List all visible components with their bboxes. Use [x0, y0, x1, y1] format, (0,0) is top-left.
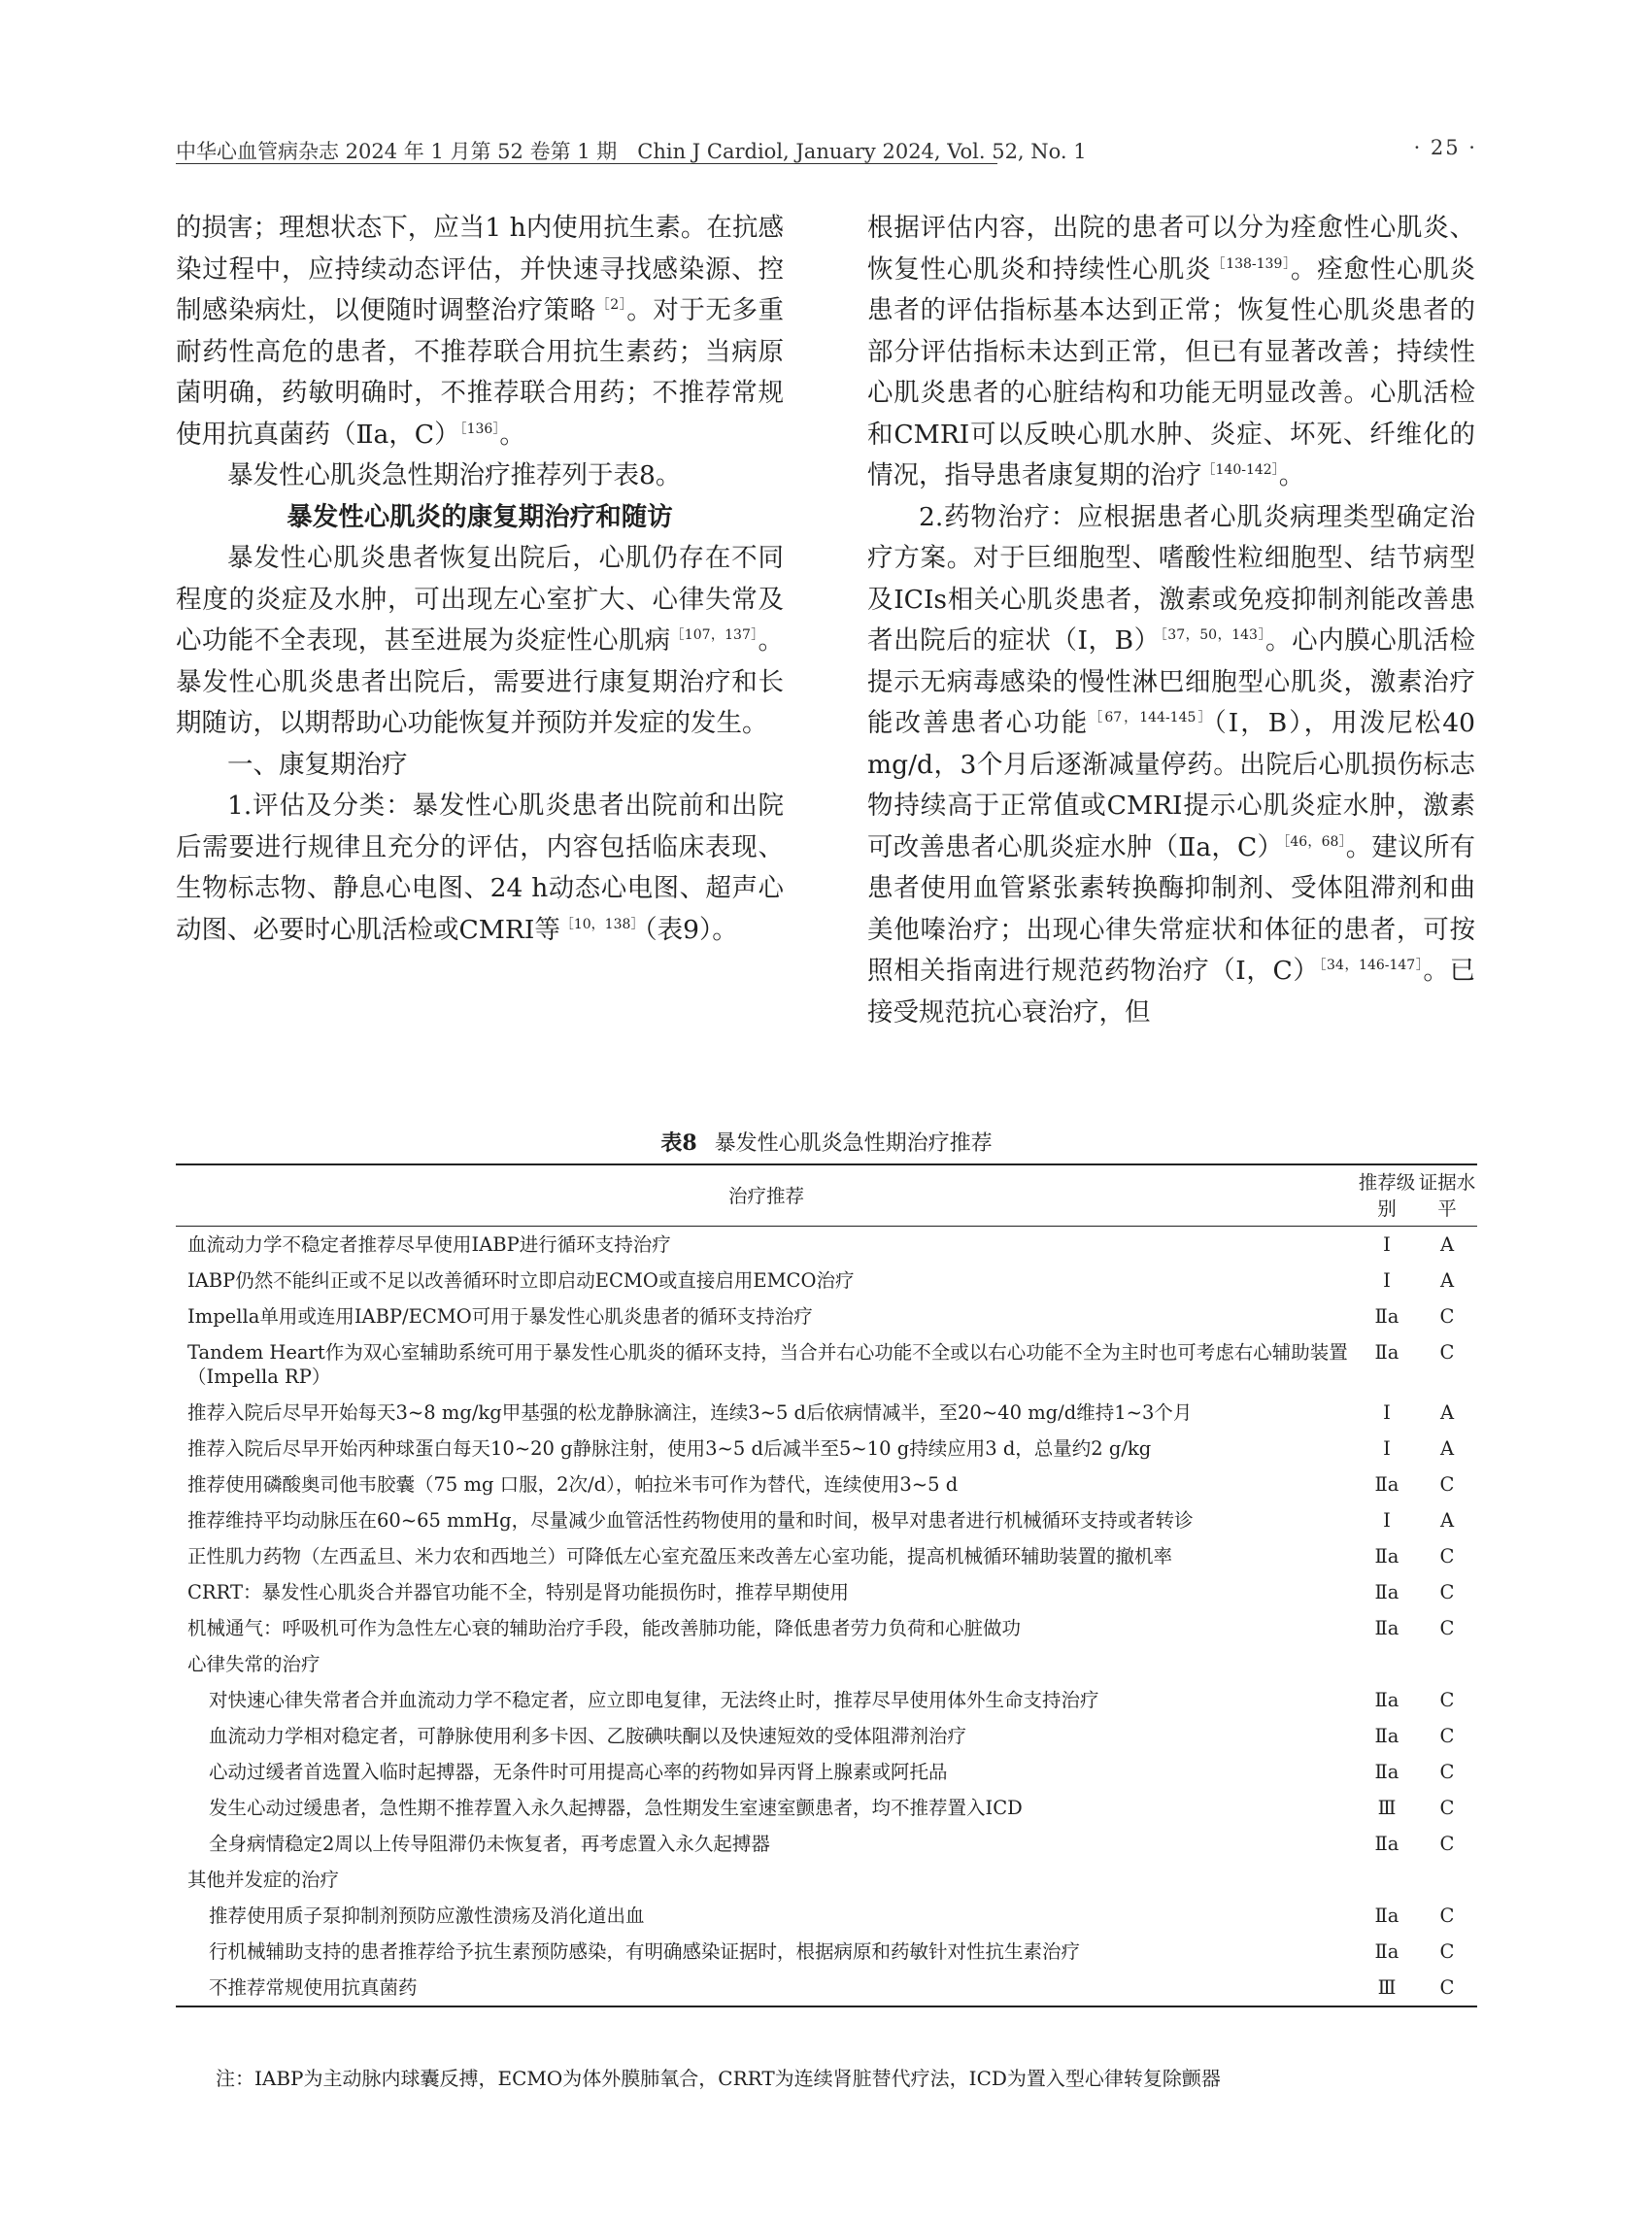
- cell-grade: Ⅱa: [1374, 1833, 1399, 1855]
- cell-level: A: [1439, 1269, 1455, 1292]
- cell-level: C: [1439, 1976, 1455, 1999]
- cell-recommendation: 正性肌力药物（左西孟旦、米力农和西地兰）可降低左心室充盈压来改善左心室功能，提高机械循环辅助装置的撤机率: [187, 1545, 1173, 1568]
- journal-info: 中华心血管病杂志 2024 年 1 月第 52 卷第 1 期 Chin J Cardiol, January 2024, Vol. 52, No. 1: [176, 140, 1087, 163]
- cell-level: C: [1439, 1797, 1455, 1819]
- citation: ［138-139］: [1211, 255, 1291, 272]
- cell-level: C: [1439, 1305, 1455, 1328]
- paragraph-classification: 根据评估内容，出院的患者可以分为痊愈性心肌炎、恢复性心肌炎和持续性心肌炎$^{[138-139]}$。痊愈性心肌炎患者的评估指标基本达到正常；恢复性心肌炎患者的部分评估指标未达到正常，但已有显著改善；持续性心肌炎患者的心脏结构和功能无明显改善。心肌活检和CMRI可以反映心肌水肿、炎症、坏死、纤维化的情况，指导患者康复期的治疗$^{[140-142]}$。: [867, 213, 1475, 490]
- table-row: [176, 1682, 1477, 1718]
- paragraph-recovery-intro: 暴发性心肌炎患者恢复出院后，心肌仍存在不同程度的炎症及水肿，可出现左心室扩大、心律失常及心功能不全表现，甚至进展为炎症性心肌病$^{[107,137]}$。暴发性心肌炎患者出院后，需要进行康复期治疗和长期随访，以期帮助心功能恢复并预防并发症的发生。: [176, 543, 784, 738]
- cell-recommendation: Tandem Heart作为双心室辅助系统可用于暴发性心肌炎的循环支持，当合并右心功能不全或以右心功能不全为主时也可考虑右心辅助装置（Impella RP）: [187, 1341, 1348, 1388]
- section-heading: 暴发性心肌炎的康复期治疗和随访: [287, 501, 673, 532]
- cell-grade: Ⅱa: [1374, 1305, 1399, 1328]
- cell-recommendation: 其他并发症的治疗: [187, 1869, 340, 1891]
- table-group-row: [176, 1862, 1477, 1898]
- table-row: [176, 1502, 1477, 1538]
- cell-grade: [1357, 1862, 1417, 1898]
- right-column: [867, 208, 1475, 1033]
- table-row: [176, 1227, 1477, 1264]
- table-note: 注：IABP为主动脉内球囊反搏，ECMO为体外膜肺氧合，CRRT为连续肾脏替代疗法，ICD为置入型心律转复除颤器: [216, 2067, 1221, 2090]
- cell-recommendation: 全身病情稳定2周以上传导阻滞仍未恢复者，再考虑置入永久起搏器: [209, 1833, 770, 1855]
- cell-recommendation: CRRT：暴发性心肌炎合并器官功能不全，特别是肾功能损伤时，推荐早期使用: [187, 1581, 849, 1603]
- cell-grade: Ⅱa: [1374, 1617, 1399, 1639]
- cell-grade: Ⅱa: [1374, 1761, 1399, 1783]
- table-row: [176, 1790, 1477, 1826]
- table-number: 表8: [660, 1130, 697, 1156]
- cell-level: C: [1439, 1940, 1455, 1963]
- cell-recommendation: 推荐维持平均动脉压在60~65 mmHg，尽量减少血管活性药物使用的量和时间，极早对患者进行机械循环支持或者转诊: [187, 1509, 1194, 1532]
- table-title: 暴发性心肌炎急性期治疗推荐: [714, 1131, 993, 1156]
- cell-recommendation: 发生心动过缓患者，急性期不推荐置入永久起搏器，急性期发生室速室颤患者，均不推荐置入ICD: [209, 1797, 1023, 1819]
- cell-level: [1417, 1646, 1477, 1682]
- cell-grade: Ⅱa: [1374, 1545, 1399, 1568]
- cell-grade: Ⅱa: [1374, 1689, 1399, 1711]
- table-row: [176, 1754, 1477, 1790]
- citation: ［2］: [595, 297, 627, 313]
- cell-level: C: [1439, 1833, 1455, 1855]
- cell-grade: Ⅱa: [1374, 1905, 1399, 1927]
- table-row: [176, 1431, 1477, 1466]
- cell-grade: Ⅱa: [1374, 1341, 1399, 1364]
- cell-recommendation: 血流动力学不稳定者推荐尽早使用IABP进行循环支持治疗: [187, 1233, 671, 1256]
- citation: ［10，138］: [559, 916, 645, 932]
- cell-level: C: [1439, 1725, 1455, 1747]
- cell-level: C: [1439, 1341, 1455, 1364]
- table-row: [176, 1898, 1477, 1934]
- paragraph-table-ref: 暴发性心肌炎急性期治疗推荐列于表8。: [227, 460, 682, 490]
- page-number: · 25 ·: [1413, 136, 1477, 159]
- cell-grade: [1357, 1646, 1417, 1682]
- cell-recommendation: 推荐入院后尽早开始丙种球蛋白每天10~20 g静脉注射，使用3~5 d后减半至5~10 g持续应用3 d，总量约2 g/kg: [187, 1437, 1152, 1460]
- cell-grade: Ⅰ: [1383, 1233, 1391, 1256]
- header-rule: [176, 163, 997, 164]
- header-grade: 推荐级别: [1358, 1171, 1416, 1220]
- cell-recommendation: 推荐入院后尽早开始每天3~8 mg/kg甲基强的松龙静脉滴注，连续3~5 d后依病情减半，至20~40 mg/d维持1~3个月: [187, 1401, 1193, 1424]
- citation: ［34，146-147］: [1319, 958, 1424, 973]
- citation: ［136］: [459, 421, 500, 437]
- cell-level: C: [1439, 1905, 1455, 1927]
- paragraph-antibiotics: 的损害；理想状态下，应当1 h内使用抗生素。在抗感染过程中，应持续动态评估，并快速寻找感染源、控制感染病灶，以便随时调整治疗策略$^{[2]}$。对于无多重耐药性高危的患者，不推荐联合用抗生素药；当病原菌明确，药敏明确时，不推荐联合用药；不推荐常规使用抗真菌药（Ⅱa，C）$^{[136]}$。: [176, 213, 784, 450]
- table-row: [176, 1263, 1477, 1298]
- citation: ［46，68］: [1283, 833, 1346, 850]
- citation: ［107，137］: [670, 627, 759, 643]
- table-row: [176, 1718, 1477, 1754]
- cell-recommendation: 推荐使用磷酸奥司他韦胶囊（75 mg 口服，2次/d），帕拉米韦可作为替代，连续使用3~5 d: [187, 1473, 959, 1496]
- cell-recommendation: Impella单用或连用IABP/ECMO可用于暴发性心肌炎患者的循环支持治疗: [187, 1305, 813, 1328]
- cell-recommendation: 心动过缓者首选置入临时起搏器，无条件时可用提高心率的药物如异丙肾上腺素或阿托品: [209, 1761, 948, 1783]
- cell-grade: Ⅰ: [1383, 1401, 1391, 1424]
- cell-grade: Ⅰ: [1383, 1509, 1391, 1532]
- table-row: [176, 1334, 1477, 1395]
- cell-level: [1417, 1862, 1477, 1898]
- cell-recommendation: 心律失常的治疗: [187, 1653, 320, 1675]
- cell-recommendation: 不推荐常规使用抗真菌药: [209, 1976, 418, 1999]
- cell-recommendation: IABP仍然不能纠正或不足以改善循环时立即启动ECMO或直接启用EMCO治疗: [187, 1269, 855, 1292]
- citation: ［67，144-145］: [1089, 710, 1214, 725]
- cell-grade: Ⅲ: [1377, 1797, 1397, 1819]
- table-row: [176, 1826, 1477, 1862]
- cell-level: A: [1439, 1233, 1455, 1256]
- table-header-row: [176, 1164, 1477, 1227]
- cell-recommendation: 推荐使用质子泵抑制剂预防应激性溃疡及消化道出血: [209, 1905, 645, 1927]
- cell-recommendation: 对快速心律失常者合并血流动力学不稳定者，应立即电复律，无法终止时，推荐尽早使用体外生命支持治疗: [209, 1689, 1099, 1711]
- cell-grade: Ⅱa: [1374, 1940, 1399, 1963]
- table-row: [176, 1970, 1477, 2006]
- cell-grade: Ⅰ: [1383, 1269, 1391, 1292]
- cell-level: C: [1439, 1545, 1455, 1568]
- table-body: [176, 1227, 1477, 2007]
- treatment-table: [176, 1163, 1477, 2007]
- table-row: [176, 1466, 1477, 1502]
- cell-grade: Ⅲ: [1377, 1976, 1397, 1999]
- cell-level: C: [1439, 1689, 1455, 1711]
- cell-grade: Ⅱa: [1374, 1473, 1399, 1496]
- cell-grade: Ⅱa: [1374, 1581, 1399, 1603]
- table-row: [176, 1574, 1477, 1610]
- cell-recommendation: 行机械辅助支持的患者推荐给予抗生素预防感染，有明确感染证据时，根据病原和药敏针对性抗生素治疗: [209, 1940, 1081, 1963]
- cell-level: A: [1439, 1437, 1455, 1460]
- table-row: [176, 1395, 1477, 1431]
- running-header: [176, 132, 1477, 165]
- table-row: [176, 1298, 1477, 1334]
- cell-level: C: [1439, 1473, 1455, 1496]
- subsection-heading: 一、康复期治疗: [227, 749, 408, 780]
- cell-level: A: [1439, 1401, 1455, 1424]
- cell-level: C: [1439, 1761, 1455, 1783]
- header-recommendation: 治疗推荐: [727, 1184, 804, 1207]
- left-column: [176, 208, 784, 951]
- cell-recommendation: 血流动力学相对稳定者，可静脉使用利多卡因、乙胺碘呋酮以及快速短效的受体阻滞剂治疗: [209, 1725, 967, 1747]
- citation: ［37，50，143］: [1160, 627, 1266, 643]
- table-caption: [176, 1127, 1477, 1157]
- cell-grade: Ⅱa: [1374, 1725, 1399, 1747]
- cell-recommendation: 机械通气：呼吸机可作为急性左心衰的辅助治疗手段，能改善肺功能，降低患者劳力负荷和心脏做功: [187, 1617, 1022, 1639]
- header-level: 证据水平: [1418, 1171, 1476, 1220]
- table-row: [176, 1538, 1477, 1574]
- paragraph-evaluation: 1.评估及分类：暴发性心肌炎患者出院前和出院后需要进行规律且充分的评估，内容包括临床表现、生物标志物、静息心电图、24 h动态心电图、超声心动图、必要时心肌活检或CMRI等$^{[10,138]}$（表9）。: [176, 791, 784, 945]
- table-group-row: [176, 1646, 1477, 1682]
- cell-level: C: [1439, 1581, 1455, 1603]
- table-row: [176, 1610, 1477, 1646]
- cell-grade: Ⅰ: [1383, 1437, 1391, 1460]
- cell-level: A: [1439, 1509, 1455, 1532]
- citation: ［140-142］: [1201, 462, 1279, 478]
- table-row: [176, 1934, 1477, 1970]
- cell-level: C: [1439, 1617, 1455, 1639]
- paragraph-drug-therapy: 2.药物治疗：应根据患者心肌炎病理类型确定治疗方案。对于巨细胞型、嗜酸性粒细胞型、结节病型及ICIs相关心肌炎患者，激素或免疫抑制剂能改善患者出院后的症状（Ⅰ，B）$^{[37,50,143]}$。心内膜心肌活检提示无病毒感染的慢性淋巴细胞型心肌炎，激素治疗能改善患者心功能$^{[67,144-145]}$（Ⅰ，B），用泼尼松40 mg/d，3个月后逐渐减量停药。出院后心肌损伤标志物持续高于正常值或CMRI提示心肌炎症水肿，激素可改善患者心肌炎症水肿（Ⅱa，C）$^{[46,68]}$。建议所有患者使用血管紧张素转换酶抑制剂、受体阻滞剂和曲美他嗪治疗；出现心律失常症状和体征的患者，可按照相关指南进行规范药物治疗（Ⅰ，C）$^{[34,146-147]}$。已接受规范抗心衰治疗，但: [867, 501, 1476, 1028]
